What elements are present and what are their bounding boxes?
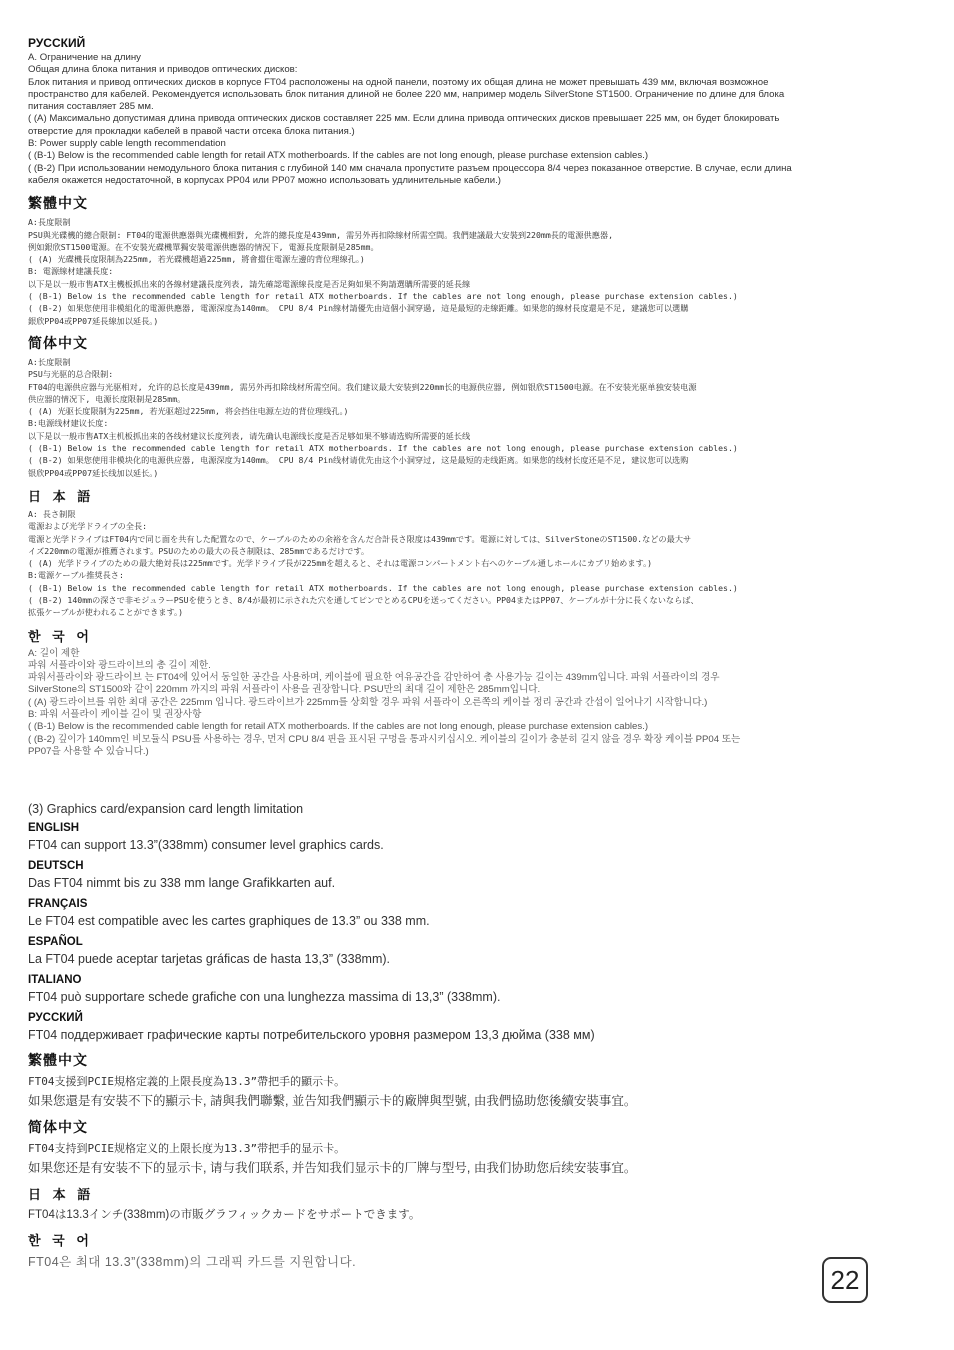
russian-text: FT04 поддерживает графические карты потребительского уровня размером 13,3 дюйма (338 мм) <box>28 1028 595 1043</box>
section-japanese <box>28 486 938 619</box>
text-line: отверстие для прокладки кабелей в правой части отсека блока питания.) <box>28 125 355 137</box>
section-traditional-chinese <box>28 193 938 327</box>
section-korean <box>28 626 938 759</box>
text-line: кабеля окажется недостаточной, в корпусах PP04 или PP07 можно использовать удлинительные кабели.) <box>28 174 501 186</box>
japanese-heading: 日 本 語 <box>28 1187 95 1203</box>
text-line: 파워서플라이와 광드라이브 는 FT04에 있어서 동일한 공간을 사용하며, 케이블에 필요한 여유공간을 감안하여 총 사용가능 길이는 439mm입니다. 파워 서플라이의 경우 <box>28 672 720 684</box>
text-line: ( (A) 光学ドライブのための最大絶対長は225mmです。光学ドライブ長が225mmを超えると、それは電源コンパートメント右へのケーブル通しホールにカブリ始めます。) <box>28 558 653 569</box>
text-line: ( (B-2) 깊이가 140mm인 비모듈식 PSU를 사용하는 경우, 먼저 CPU 8/4 핀을 표시된 구멍을 통과시키십시오. 케이블의 길이가 충분히 길지 않을 경우 확장 케이블 PP04 또는 <box>28 733 741 745</box>
graphics-card-section <box>28 802 938 1270</box>
text-line: ( (B-1) Below is the recommended cable length for retail ATX motherboards. If the cables are not long enough, please purchase extension cables.) <box>28 443 738 454</box>
japanese-text: FT04は13.3インチ(338mm)の市販グラフィックカードをサポートできます。 <box>28 1209 421 1222</box>
francais-heading: FRANÇAIS <box>28 898 88 911</box>
section-heading: 繁體中文 <box>28 195 88 212</box>
english-text: FT04 can support 13.3”(338mm) consumer level graphics cards. <box>28 838 384 853</box>
traditional-chinese-heading: 繁體中文 <box>28 1052 88 1069</box>
section-russian <box>28 36 938 187</box>
text-line: PSU與光碟機的總合限制: FT04的電源供應器與光碟機相對, 允許的總長度是439mm, 需另外再扣除線材所需空間。我們建議最大安裝到220mm長的電源供應器, <box>28 229 613 240</box>
text-line: Блок питания и привод оптических дисков в корпусе FT04 расположены на одной панели, поэтому их общая длина не может превышать 439 мм, включая возможное <box>28 76 769 88</box>
text-line: Общая длина блока питания и приводов оптических дисков: <box>28 64 298 76</box>
italiano-text: FT04 può supportare schede grafiche con una lunghezza massima di 13,3” (338mm). <box>28 990 501 1005</box>
text-line: ( (A) 光碟機長度限制為225mm, 若光碟機超過225mm, 將會擋住電源左邊的背位理線孔。) <box>28 254 365 265</box>
russian-heading: РУССКИЙ <box>28 1012 83 1025</box>
text-line: питания составляет 285 мм. <box>28 101 154 113</box>
manual-page <box>28 30 938 1278</box>
text-line: 以下是以一般市售ATX主机板抓出来的各线材建议长度列表, 请先确认电源线长度是否足够如果不够请选购所需要的延长线 <box>28 430 471 441</box>
text-line: 電源と光学ドライブはFT04内で同じ面を共有した配置なので、ケーブルのための余裕を含んだ合計長さ限度は439mmです。電源に対しては、SilverStoneのST1500.などの最大サ <box>28 533 692 544</box>
text-line: 銀欣PP04或PP07延長線加以延長。) <box>28 315 159 326</box>
section-simplified-chinese <box>28 333 938 479</box>
text-line: ( (B-1) Below is the recommended cable length for retail ATX motherboards. If the cables are not long enough, please purchase extension cables.) <box>28 150 649 162</box>
text-line: ( (A) Максимально допустимая длина привода оптических дисков составляет 225 мм. Если длина привода оптических дисков превышает 225 мм, он будет блокировать <box>28 113 780 125</box>
text-line: ( (B-1) Below is the recommended cable length for retail ATX motherboards. If the cables are not long enough, please purchase extension cables.) <box>28 582 738 593</box>
italiano-heading: ITALIANO <box>28 974 82 987</box>
text-line: 以下是以一般市售ATX主機板抓出來的各線材建議長度列表, 請先確認電源線長度是否足夠如果不夠請選購所需要的延長線 <box>28 278 471 289</box>
text-line: 拡張ケーブルが使われることができます。) <box>28 607 183 618</box>
simplified-chinese-text-2: 如果您还是有安装不下的显示卡, 请与我们联系, 并告知我们显示卡的厂牌与型号, 由我们协助您后续安装事宜。 <box>28 1161 637 1176</box>
text-line: B:电源线材建议长度: <box>28 418 109 429</box>
text-line: 银欣PP04或PP07延长线加以延长。) <box>28 467 159 478</box>
text-line: B: Power supply cable length recommendation <box>28 138 226 150</box>
korean-text: FT04은 최대 13.3”(338mm)의 그래픽 카드를 지원합니다. <box>28 1255 357 1270</box>
text-line: пространство для кабелей. Рекомендуется использовать блок питания длиной не более 220 мм, например модель SilverStone ST1500. Ограничение по длине для блока <box>28 88 785 100</box>
text-line: A:长度限制 <box>28 356 71 367</box>
text-line: ( (B-2) 140mmの深さで非モジュラーPSUを使うとき、8/4が最初に示された穴を通してピンでとめるCPUを送ってください。PP04またはPP07、ケーブルが十分に長くないならば、 <box>28 594 699 605</box>
text-line: ( (B-2) При использовании немодульного блока питания с глубиной 140 мм сначала пропустите разъем процессора 8/4 через показанное отверстие. В случае, если длина <box>28 162 792 174</box>
deutsch-heading: DEUTSCH <box>28 860 84 873</box>
text-line: ( (A) 光驱长度限制为225mm, 若光驱超过225mm, 将会挡住电源左边的背位理线孔。) <box>28 406 349 417</box>
text-line: A. Ограничение на длину <box>28 52 141 63</box>
text-line: B: 파워 서플라이 케이블 길이 및 권장사항 <box>28 709 202 721</box>
text-line: ( (B-1) Below is the recommended cable length for retail ATX motherboards. If the cables are not long enough, please purchase extension cables.) <box>28 291 738 302</box>
espanol-text: La FT04 puede aceptar tarjetas gráficas de hasta 13,3” (338mm). <box>28 952 390 967</box>
text-line: A: 길이 제한 <box>28 647 80 659</box>
text-line: ( (B-2) 如果您使用非模組化的電源供應器, 電源深度為140mm。 CPU 8/4 Pin線材請優先由這個小洞穿過, 這是最短的走線距離。如果您的線材長度還是不足, 建議您可以選購 <box>28 303 689 314</box>
section-heading: 한 국 어 <box>28 628 93 644</box>
korean-heading: 한 국 어 <box>28 1233 93 1249</box>
text-line: A:長度限制 <box>28 217 71 228</box>
section-heading: 日 本 語 <box>28 488 95 504</box>
text-line: 電源および光学ドライブの全長: <box>28 521 148 532</box>
text-line: ( (A) 광드라이브를 위한 최대 공간은 225mm 입니다. 광드라이브가 225mm를 상회할 경우 파워 서플라이 오른쪽의 케이블 정리 공간과 간섭이 일어나기 시작합니다.) <box>28 696 708 708</box>
text-line: ( (B-2) 如果您使用非模块化的电源供应器, 电源深度为140mm。 CPU 8/4 Pin线材请优先由这个小洞穿过, 这是最短的走线距离。如果您的线材长度还是不足, 建议您可以选购 <box>28 455 689 466</box>
text-line: 供应器的情况下, 电源长度限制是285mm。 <box>28 393 186 404</box>
traditional-chinese-text-1: FT04支援到PCIE規格定義的上限長度為13.3”帶把手的顯示卡。 <box>28 1075 346 1089</box>
section-heading: РУССКИЙ <box>28 36 86 50</box>
section-heading: 简体中文 <box>28 334 88 351</box>
graphics-card-title: (3) Graphics card/expansion card length limitation <box>28 802 304 817</box>
text-line: 例如銀欣ST1500電源。在不安裝光碟機單獨安裝電源供應器的情況下, 電源長度限制是285mm。 <box>28 241 379 252</box>
text-line: PP07을 사용할 수 있습니다.) <box>28 745 149 757</box>
page-number: 22 <box>822 1257 868 1303</box>
text-line: B:電源ケーブル推奨長さ: <box>28 570 124 581</box>
text-line: B: 電源線材建議長度: <box>28 266 114 277</box>
text-line: イズ220mmの電源が推薦されます。PSUのための最大の長さ制限は、285mmであるだけです。 <box>28 545 370 556</box>
deutsch-text: Das FT04 nimmt bis zu 338 mm lange Grafikkarten auf. <box>28 876 336 891</box>
text-line: ( (B-1) Below is the recommended cable length for retail ATX motherboards. If the cables are not long enough, please purchase extension cables.) <box>28 721 649 733</box>
spacer <box>28 758 938 794</box>
francais-text: Le FT04 est compatible avec les cartes graphiques de 13.3” ou 338 mm. <box>28 914 430 929</box>
text-line: PSU与光驱的总合限制: <box>28 369 114 380</box>
simplified-chinese-heading: 简体中文 <box>28 1119 88 1136</box>
text-line: SilverStone의 ST1500와 같이 220mm 까지의 파워 서플라이 사용을 권장합니다. PSU만의 최대 길이 제한은 285mm입니다. <box>28 684 541 696</box>
simplified-chinese-text-1: FT04支持到PCIE规格定义的上限长度为13.3”带把手的显示卡。 <box>28 1142 346 1156</box>
english-heading: ENGLISH <box>28 822 80 835</box>
espanol-heading: ESPAÑOL <box>28 936 83 949</box>
text-line: A: 長さ制限 <box>28 508 76 519</box>
text-line: FT04的电源供应器与光驱相对, 允许的总长度是439mm, 需另外再扣除线材所需空间。我们建议最大安装到220mm长的电源供应器, 例如银欣ST1500电源。在不安装光驱单独安装电源 <box>28 381 697 392</box>
text-line: 파워 서플라이와 광드라이브의 총 길이 제한. <box>28 659 211 671</box>
traditional-chinese-text-2: 如果您還是有安裝不下的顯示卡, 請與我們聯繫, 並告知我們顯示卡的廠牌與型號, 由我們協助您後續安裝事宜。 <box>28 1094 637 1109</box>
